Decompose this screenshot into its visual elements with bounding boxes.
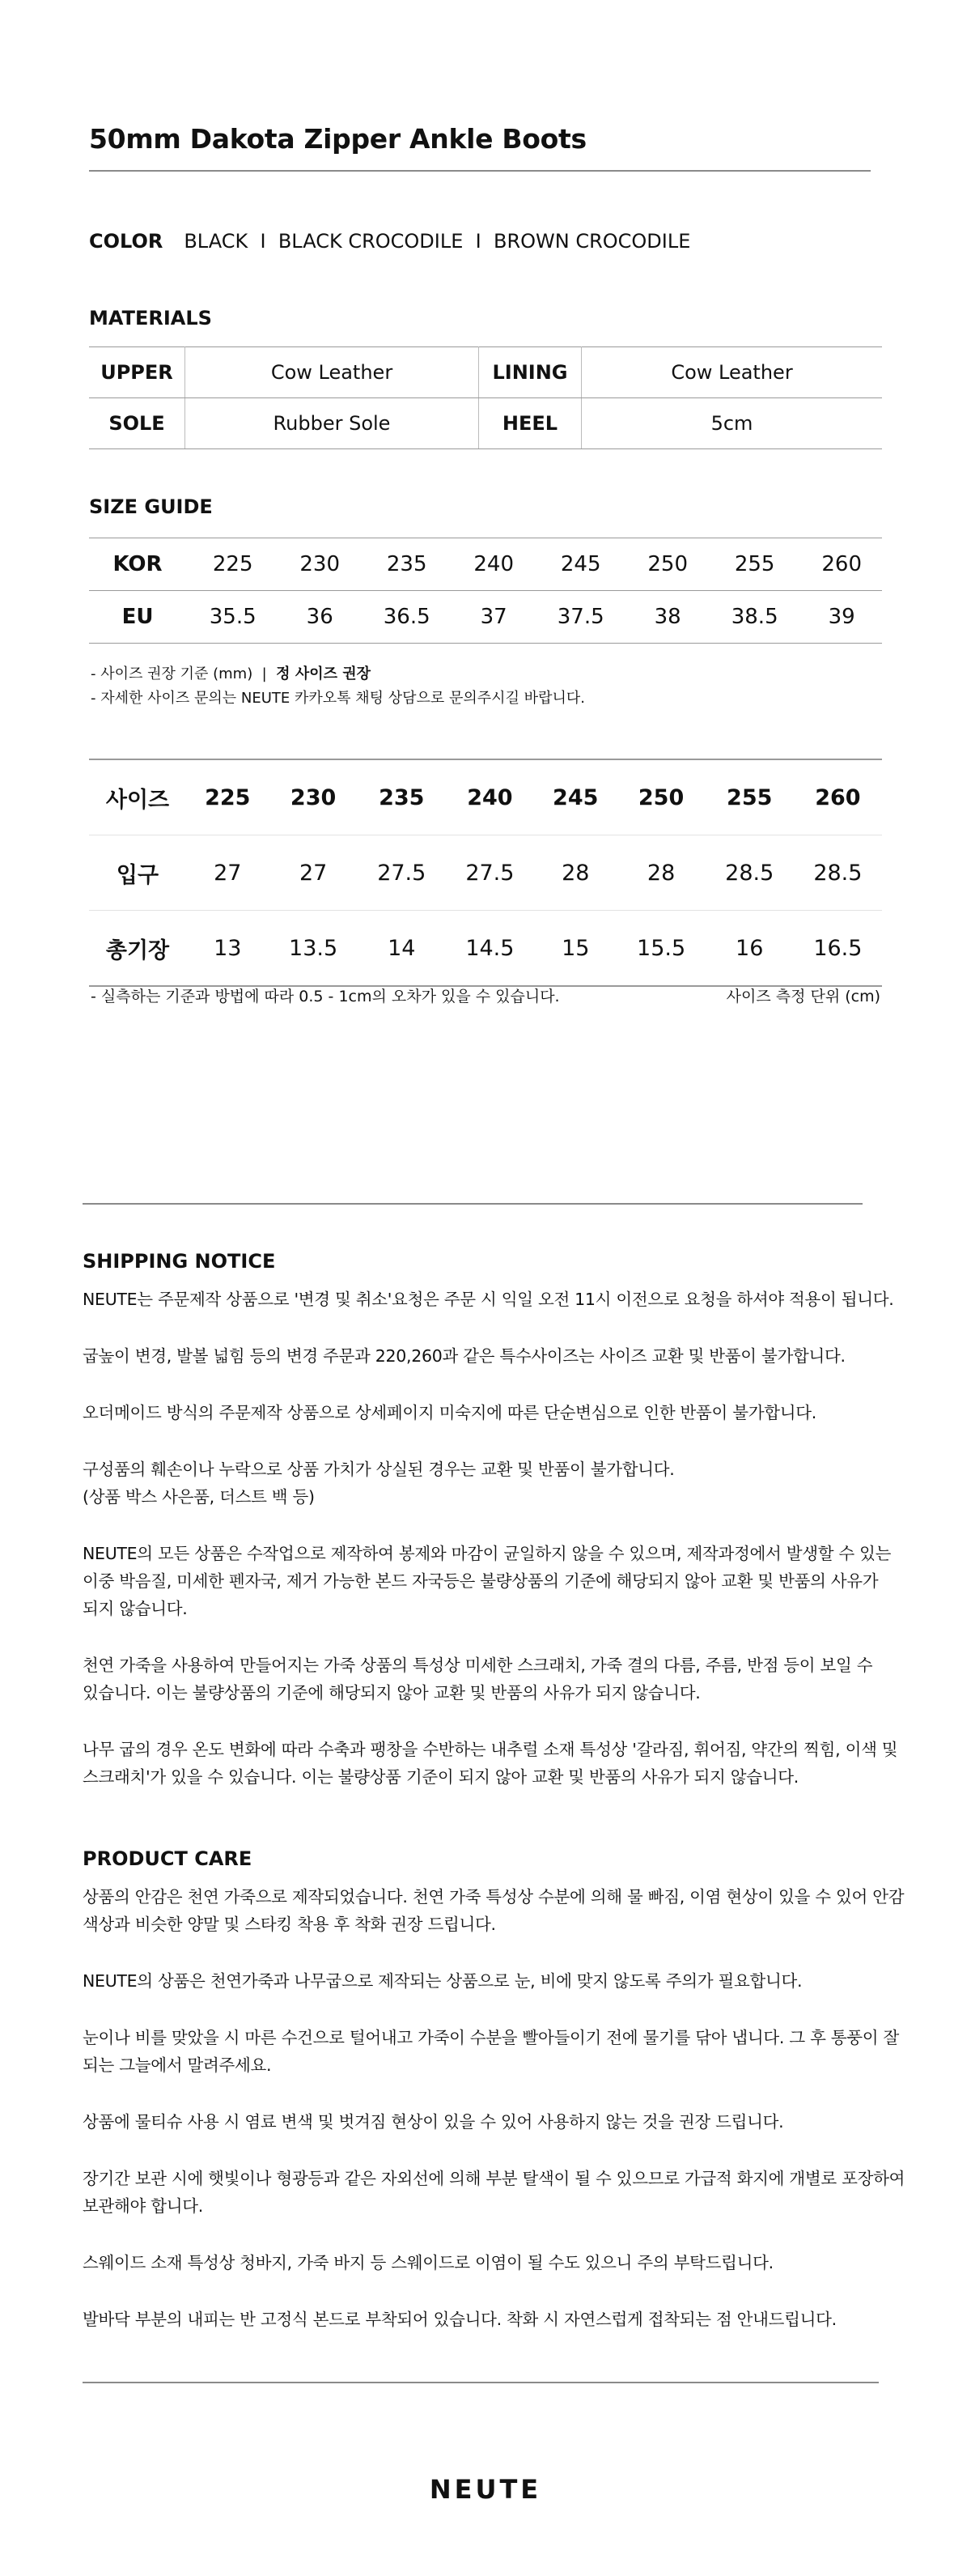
measure-cell: 16 [706, 911, 794, 987]
measure-cell: 14 [358, 911, 446, 987]
product-title: 50mm Dakota Zipper Ankle Boots [89, 123, 587, 155]
material-key: SOLE [89, 398, 185, 449]
color-row [89, 230, 690, 253]
notice-divider [83, 1203, 863, 1205]
measure-cell: 225 [186, 759, 269, 835]
measure-row-label: 사이즈 [89, 759, 186, 835]
product-care [83, 1883, 905, 2333]
care-paragraph: 눈이나 비를 맞았을 시 마른 수건으로 털어내고 가죽이 수분을 빨아들이기 전에 물기를 닦아 냅니다. 그 후 통풍이 잘 [83, 2028, 900, 2047]
size-note-1-bold: 정 사이즈 권장 [276, 665, 371, 682]
table-row [89, 591, 882, 644]
materials-table [89, 346, 882, 449]
material-key: HEEL [479, 398, 582, 449]
shipping-paragraph: 천연 가죽을 사용하여 만들어지는 가죽 상품의 특성상 미세한 스크래치, 가죽 결의 다름, 주름, 반점 등이 보일 수 [83, 1656, 873, 1675]
size-cell: 255 [708, 538, 801, 591]
measurement-footnote: - 실측하는 기준과 방법에 따라 0.5 - 1cm의 오차가 있을 수 있습니다. [91, 988, 560, 1005]
measure-cell: 235 [358, 759, 446, 835]
size-cell: 260 [801, 538, 882, 591]
measure-cell: 255 [706, 759, 794, 835]
measure-cell: 16.5 [794, 911, 882, 987]
care-paragraph: 발바닥 부분의 내피는 반 고정식 본드로 부착되어 있습니다. 착화 시 자연스럽게 접착되는 점 안내드립니다. [83, 2310, 837, 2329]
material-value: Cow Leather [582, 347, 883, 398]
shipping-paragraph: 구성품의 훼손이나 누락으로 상품 가치가 상실된 경우는 교환 및 반품이 불가합니다. [83, 1460, 675, 1479]
material-value: 5cm [582, 398, 883, 449]
size-cell: 37 [453, 591, 534, 644]
measure-row-label: 총기장 [89, 911, 186, 987]
measure-cell: 27 [186, 835, 269, 911]
size-row-label: EU [89, 591, 186, 644]
care-paragraph: 장기간 보관 시에 햇빛이나 형광등과 같은 자외선에 의해 부분 탈색이 될 수 있으므로 가급적 화지에 개별로 포장하여 [83, 2169, 905, 2188]
care-paragraph: 상품에 물티슈 사용 시 염료 변색 및 벗겨짐 현상이 있을 수 있어 사용하지 않는 것을 권장 드립니다. [83, 2112, 784, 2132]
material-value: Cow Leather [185, 347, 479, 398]
table-row [89, 835, 882, 911]
measure-cell: 27.5 [358, 835, 446, 911]
footer-divider [83, 2382, 879, 2383]
measure-cell: 14.5 [446, 911, 534, 987]
materials-heading: MATERIALS [89, 307, 212, 329]
title-divider [89, 170, 871, 172]
size-note-1 [91, 662, 585, 687]
measure-cell: 27.5 [446, 835, 534, 911]
measure-cell: 28 [534, 835, 617, 911]
measurement-unit: 사이즈 측정 단위 (cm) [726, 988, 880, 1005]
measure-cell: 27 [269, 835, 358, 911]
size-cell: 38.5 [708, 591, 801, 644]
size-guide-heading: SIZE GUIDE [89, 495, 213, 518]
measure-cell: 13 [186, 911, 269, 987]
measure-cell: 260 [794, 759, 882, 835]
shipping-paragraph: (상품 박스 사은품, 더스트 백 등) [83, 1487, 315, 1507]
measure-cell: 230 [269, 759, 358, 835]
material-value: Rubber Sole [185, 398, 479, 449]
measurement-table [89, 759, 882, 987]
size-cell: 38 [627, 591, 708, 644]
measure-row-label: 입구 [89, 835, 186, 911]
shipping-notice [83, 1286, 897, 1791]
care-paragraph: 상품의 안감은 천연 가죽으로 제작되었습니다. 천연 가죽 특성상 수분에 의해 물 빠짐, 이염 현상이 있을 수 있어 안감 [83, 1887, 905, 1906]
care-paragraph: NEUTE의 상품은 천연가죽과 나무굽으로 제작되는 상품으로 눈, 비에 맞지 않도록 주의가 필요합니다. [83, 1971, 803, 1991]
brand-logo: NEUTE [429, 2474, 542, 2505]
material-key: UPPER [89, 347, 185, 398]
measure-cell: 28 [617, 835, 706, 911]
measure-cell: 240 [446, 759, 534, 835]
table-row [89, 911, 882, 987]
size-guide-table [89, 538, 882, 644]
size-cell: 225 [186, 538, 279, 591]
table-row [89, 759, 882, 835]
size-cell: 235 [360, 538, 453, 591]
size-note-1-text: - 사이즈 권장 기준 (mm) | [91, 665, 277, 682]
size-cell: 35.5 [186, 591, 279, 644]
shipping-paragraph: 있습니다. 이는 불량상품의 기준에 해당되지 않아 교환 및 반품의 사유가 되지 않습니다. [83, 1683, 701, 1702]
shipping-paragraph: NEUTE는 주문제작 상품으로 '변경 및 취소'요청은 주문 시 익일 오전 11시 이전으로 요청을 하셔야 적용이 됩니다. [83, 1290, 894, 1309]
care-paragraph: 스웨이드 소재 특성상 청바지, 가죽 바지 등 스웨이드로 이염이 될 수도 있으니 주의 부탁드립니다. [83, 2253, 774, 2272]
table-row [89, 347, 882, 398]
size-notes [91, 662, 585, 711]
color-label: COLOR [89, 230, 163, 253]
measure-cell: 245 [534, 759, 617, 835]
size-cell: 245 [534, 538, 627, 591]
shipping-paragraph: 되지 않습니다. [83, 1599, 188, 1618]
measure-cell: 15 [534, 911, 617, 987]
size-cell: 230 [279, 538, 360, 591]
care-paragraph: 보관해야 합니다. [83, 2196, 203, 2216]
measure-cell: 28.5 [706, 835, 794, 911]
size-cell: 240 [453, 538, 534, 591]
size-cell: 36 [279, 591, 360, 644]
shipping-paragraph: 굽높이 변경, 발볼 넓힘 등의 변경 주문과 220,260과 같은 특수사이즈는 사이즈 교환 및 반품이 불가합니다. [83, 1346, 846, 1366]
size-note-2: - 자세한 사이즈 문의는 NEUTE 카카오톡 채팅 상담으로 문의주시길 바랍니다. [91, 690, 585, 707]
shipping-paragraph: 오더메이드 방식의 주문제작 상품으로 상세페이지 미숙지에 따른 단순변심으로 인한 반품이 불가합니다. [83, 1403, 817, 1422]
care-paragraph: 되는 그늘에서 말려주세요. [83, 2055, 272, 2075]
table-row [89, 538, 882, 591]
measure-cell: 250 [617, 759, 706, 835]
shipping-paragraph: 스크래치'가 있을 수 있습니다. 이는 불량상품 기준이 되지 않아 교환 및 반품의 사유가 되지 않습니다. [83, 1767, 799, 1787]
material-key: LINING [479, 347, 582, 398]
care-heading: PRODUCT CARE [83, 1847, 252, 1870]
measure-cell: 13.5 [269, 911, 358, 987]
table-row [89, 398, 882, 449]
care-paragraph: 색상과 비슷한 양말 및 스타킹 착용 후 착화 권장 드립니다. [83, 1915, 496, 1934]
shipping-paragraph: 나무 굽의 경우 온도 변화에 따라 수축과 팽창을 수반하는 내추럴 소재 특성상 '갈라짐, 휘어짐, 약간의 찍힘, 이색 및 [83, 1740, 898, 1759]
size-cell: 250 [627, 538, 708, 591]
shipping-heading: SHIPPING NOTICE [83, 1250, 276, 1273]
measure-cell: 15.5 [617, 911, 706, 987]
size-row-label: KOR [89, 538, 186, 591]
shipping-paragraph: NEUTE의 모든 상품은 수작업으로 제작하여 봉제와 마감이 균일하지 않을 수 있으며, 제작과정에서 발생할 수 있는 [83, 1544, 892, 1563]
measure-cell: 28.5 [794, 835, 882, 911]
size-cell: 39 [801, 591, 882, 644]
size-cell: 36.5 [360, 591, 453, 644]
shipping-paragraph: 이중 박음질, 미세한 펜자국, 제거 가능한 본드 자국등은 불량상품의 기준에 해당되지 않아 교환 및 반품의 사유가 [83, 1571, 879, 1591]
size-cell: 37.5 [534, 591, 627, 644]
color-values: BLACK I BLACK CROCODILE I BROWN CROCODILE [184, 230, 691, 253]
